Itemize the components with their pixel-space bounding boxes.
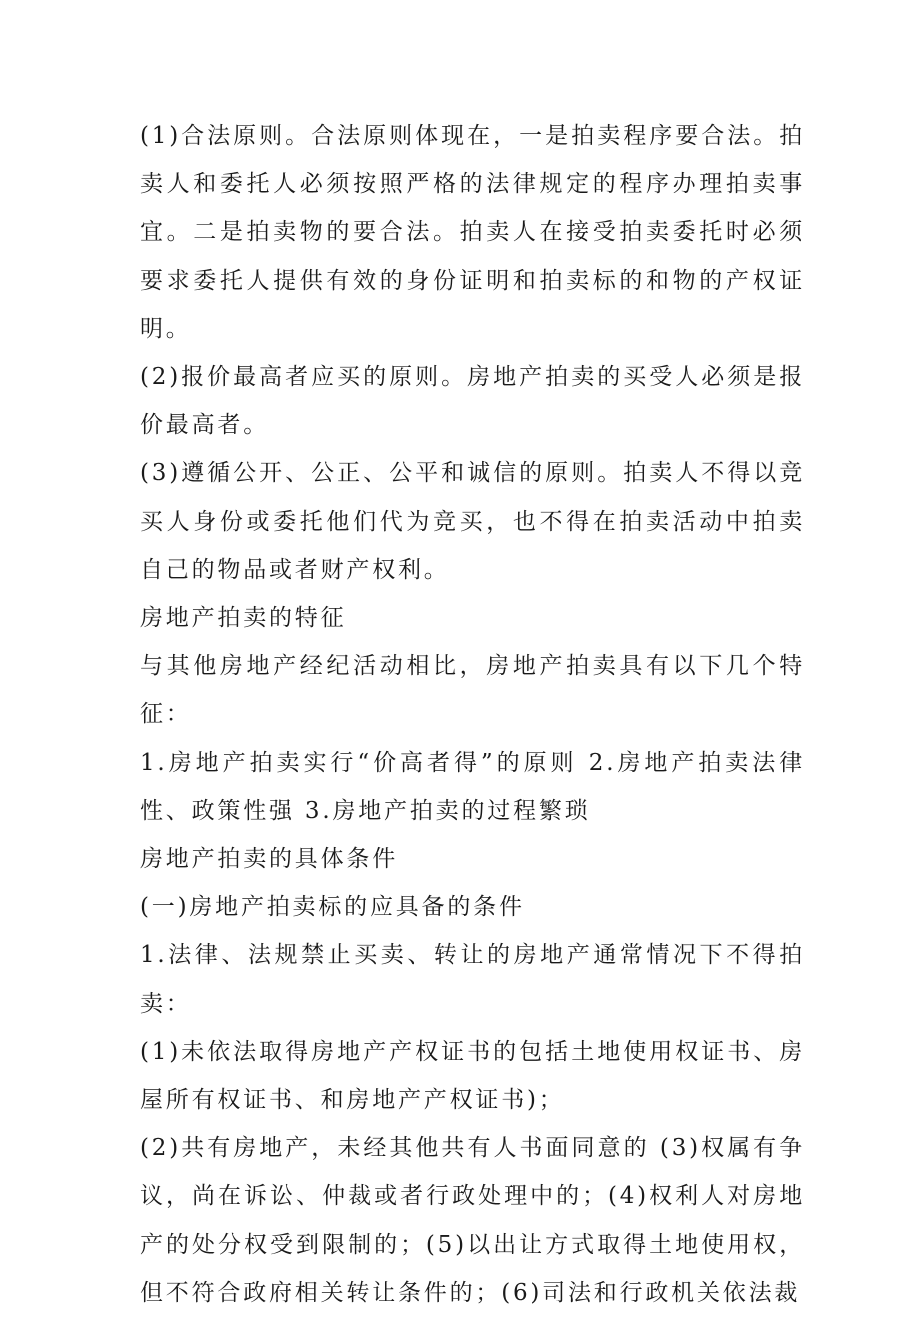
paragraph-highest-bidder-principle: (2)报价最高者应买的原则。房地产拍卖的买受人必须是报价最高者。 [140,364,805,439]
paragraph-features-intro: 与其他房地产经纪活动相比，房地产拍卖具有以下几个特征： [140,653,805,728]
paragraph-prohibited-intro: 1.法律、法规禁止买卖、转让的房地产通常情况下不得拍卖： [140,942,805,1017]
heading-auction-features: 房地产拍卖的特征 [140,605,347,632]
document-body [140,112,805,1317]
paragraph-features-list: 1.房地产拍卖实行“价高者得”的原则 2.房地产拍卖法律性、政策性强 3.房地产拍卖的过程繁琐 [140,749,805,824]
paragraph-restrictions-list: (2)共有房地产，未经其他共有人书面同意的 (3)权属有争议，尚在诉讼、仲裁或者行政处理中的；(4)权利人对房地产的处分权受到限制的；(5)以出让方式取得土地使用权，但不符合政府相关转让条件的；(6)司法和行政机关依法裁 [140,1135,805,1306]
paragraph-legal-principle: (1)合法原则。合法原则体现在，一是拍卖程序要合法。拍卖人和委托人必须按照严格的法律规定的程序办理拍卖事宜。二是拍卖物的要合法。拍卖人在接受拍卖委托时必须要求委托人提供有效的身份证明和拍卖标的和物的产权证明。 [140,123,805,342]
paragraph-no-certificate: (1)未依法取得房地产产权证书的包括土地使用权证书、房屋所有权证书、和房地产产权证书)； [140,1038,805,1114]
paragraph-open-fair-principle: (3)遵循公开、公正、公平和诚信的原则。拍卖人不得以竞买人身份或委托他们代为竞买，也不得在拍卖活动中拍卖自己的物品或者财产权利。 [140,460,805,583]
heading-auction-conditions: 房地产拍卖的具体条件 [140,846,398,873]
subheading-subject-conditions: (一)房地产拍卖标的应具备的条件 [140,894,525,921]
